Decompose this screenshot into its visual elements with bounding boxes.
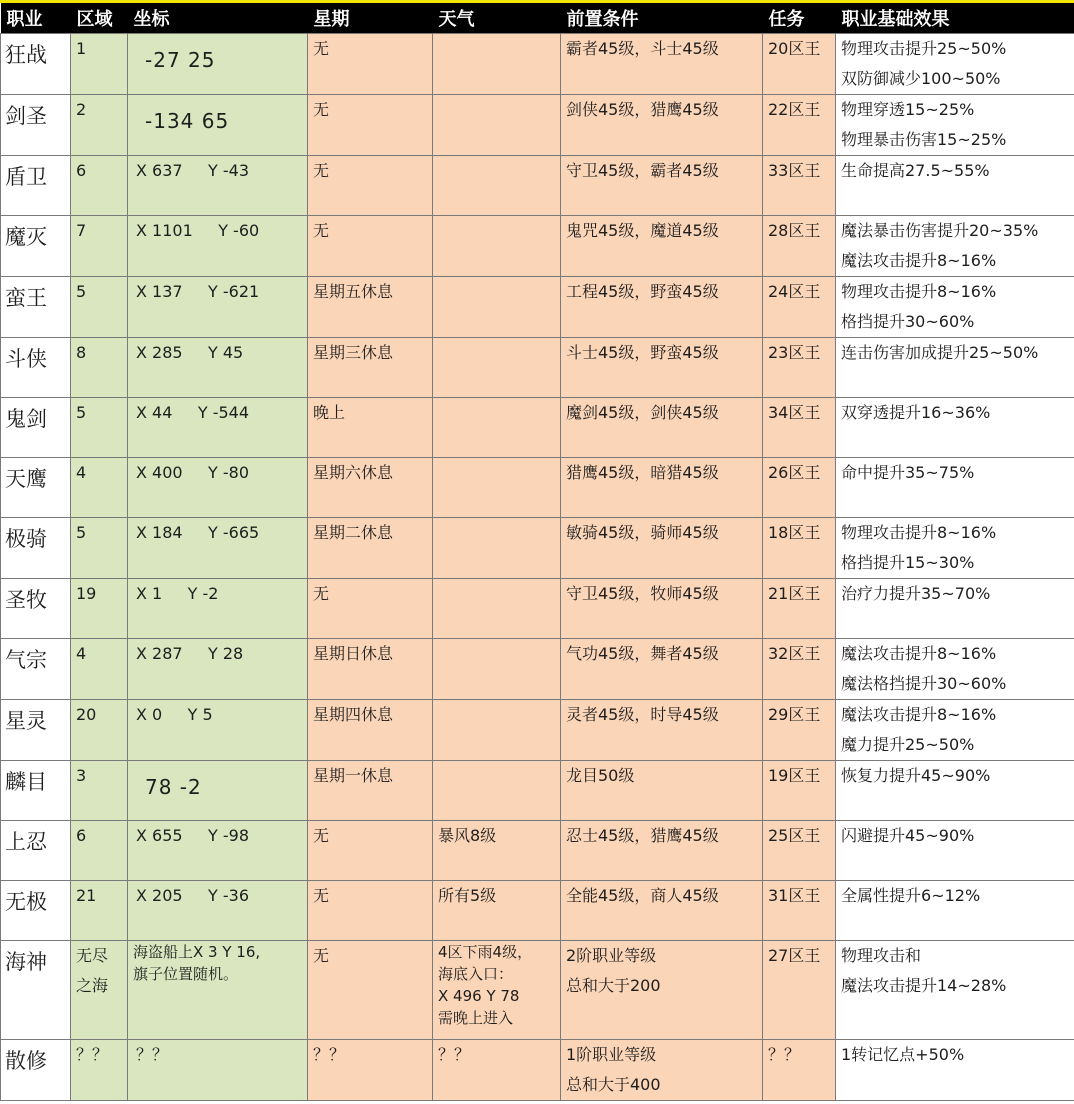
coords-cell xyxy=(128,941,308,1040)
zone-cell xyxy=(71,458,128,518)
quest-cell xyxy=(763,881,836,941)
zone-cell xyxy=(71,1040,128,1101)
zone-line: 5 xyxy=(76,403,87,422)
coords-cell xyxy=(128,338,308,398)
quest-value: 20区王 xyxy=(768,39,821,58)
quest-cell xyxy=(763,34,836,95)
zone-cell xyxy=(71,941,128,1040)
quest-cell xyxy=(763,639,836,700)
effect-line: 双穿透提升16~36% xyxy=(841,403,991,422)
job-cell: 狂战 xyxy=(1,34,71,95)
quest-value: 32区王 xyxy=(768,644,821,663)
weekday-cell xyxy=(308,277,433,338)
effect-line: 闪避提升45~90% xyxy=(841,826,975,845)
prereq-cell xyxy=(561,277,763,338)
prereq-line: 忍士45级，猎鹰45级 xyxy=(566,826,719,845)
prereq-line: 斗士45级，野蛮45级 xyxy=(566,343,719,362)
weather-cell xyxy=(433,881,561,941)
quest-cell xyxy=(763,1040,836,1101)
coords-value: X 285 Y 45 xyxy=(136,343,244,362)
weather-line: 海底入口： xyxy=(438,965,514,983)
quest-value: 18区王 xyxy=(768,523,821,542)
weekday-value: 星期三休息 xyxy=(313,343,394,362)
effect-line: 魔法攻击提升14~28% xyxy=(841,976,1007,995)
coords-cell xyxy=(128,1040,308,1101)
weather-cell xyxy=(433,95,561,156)
job-cell: 斗侠 xyxy=(1,338,71,398)
coords-value: ？？ xyxy=(136,1045,169,1064)
prereq-line: 龙目50级 xyxy=(566,766,635,785)
coords-cell xyxy=(128,34,308,95)
job-cell: 盾卫 xyxy=(1,156,71,216)
zone-line: ？？ xyxy=(76,1045,109,1064)
weather-cell xyxy=(433,700,561,761)
zone-line: 7 xyxy=(76,221,87,240)
effect-line: 命中提升35~75% xyxy=(841,463,975,482)
effect-line: 治疗力提升35~70% xyxy=(841,584,991,603)
prereq-cell xyxy=(561,95,763,156)
weekday-value: 无 xyxy=(313,39,330,58)
weekday-cell xyxy=(308,338,433,398)
effect-cell xyxy=(836,700,1074,761)
table-row xyxy=(1,639,1074,700)
quest-value: 31区王 xyxy=(768,886,821,905)
effect-line: 格挡提升30~60% xyxy=(841,312,975,331)
effect-line: 魔力提升25~50% xyxy=(841,735,975,754)
zone-cell xyxy=(71,277,128,338)
quest-value: 28区王 xyxy=(768,221,821,240)
weather-line: 4区下雨4级， xyxy=(438,943,533,961)
quest-value: 27区王 xyxy=(768,946,821,965)
weather-cell xyxy=(433,579,561,639)
effect-line: 魔法格挡提升30~60% xyxy=(841,674,1007,693)
prereq-cell xyxy=(561,639,763,700)
coords-value: X 287 Y 28 xyxy=(136,644,244,663)
header-row xyxy=(1,3,1074,34)
weekday-value: 星期二休息 xyxy=(313,523,394,542)
effect-line: 物理穿透15~25% xyxy=(841,100,975,119)
effect-cell xyxy=(836,277,1074,338)
coords-cell xyxy=(128,156,308,216)
weekday-value: 晚上 xyxy=(313,403,346,422)
zone-cell xyxy=(71,881,128,941)
zone-line: 5 xyxy=(76,523,87,542)
table-row xyxy=(1,700,1074,761)
table-body xyxy=(1,34,1074,1101)
table-row xyxy=(1,277,1074,338)
header-prereq: 前置条件 xyxy=(561,3,763,34)
prereq-line: 气功45级，舞者45级 xyxy=(566,644,719,663)
effect-cell xyxy=(836,398,1074,458)
quest-value: 19区王 xyxy=(768,766,821,785)
weekday-cell xyxy=(308,156,433,216)
prereq-line: 1阶职业等级 xyxy=(566,1045,657,1064)
prereq-cell xyxy=(561,518,763,579)
coords-cell xyxy=(128,761,308,821)
coords-value: X 137 Y -621 xyxy=(136,282,260,301)
prereq-cell xyxy=(561,941,763,1040)
zone-cell xyxy=(71,700,128,761)
zone-cell xyxy=(71,761,128,821)
job-cell: 无极 xyxy=(1,881,71,941)
job-cell: 极骑 xyxy=(1,518,71,579)
table-row xyxy=(1,518,1074,579)
prereq-cell xyxy=(561,338,763,398)
effect-line: 魔法攻击提升8~16% xyxy=(841,705,997,724)
weekday-value: ？？ xyxy=(313,1045,346,1064)
prereq-cell xyxy=(561,881,763,941)
effect-cell xyxy=(836,579,1074,639)
effect-line: 恢复力提升45~90% xyxy=(841,766,991,785)
coords-line: 海盗船上X 3 Y 16, xyxy=(133,943,261,961)
quest-value: 33区王 xyxy=(768,161,821,180)
quest-value: 22区王 xyxy=(768,100,821,119)
prereq-line: 魔剑45级，剑侠45级 xyxy=(566,403,719,422)
weekday-cell xyxy=(308,639,433,700)
header-weekday: 星期 xyxy=(308,3,433,34)
quest-cell xyxy=(763,821,836,881)
prereq-line: 总和大于400 xyxy=(566,1075,661,1094)
coords-value: X 205 Y -36 xyxy=(136,886,250,905)
coords-cell xyxy=(128,821,308,881)
weather-cell xyxy=(433,941,561,1040)
coords-value: X 1 Y -2 xyxy=(136,584,219,603)
zone-line: 6 xyxy=(76,826,87,845)
quest-value: 26区王 xyxy=(768,463,821,482)
quest-value: ？？ xyxy=(768,1045,801,1064)
zone-line: 2 xyxy=(76,100,87,119)
effect-line: 魔法攻击提升8~16% xyxy=(841,251,997,270)
zone-cell xyxy=(71,34,128,95)
weather-cell xyxy=(433,156,561,216)
quest-cell xyxy=(763,761,836,821)
prereq-cell xyxy=(561,398,763,458)
weather-cell xyxy=(433,1040,561,1101)
zone-cell xyxy=(71,579,128,639)
job-cell: 气宗 xyxy=(1,639,71,700)
prereq-cell xyxy=(561,216,763,277)
effect-line: 物理攻击提升8~16% xyxy=(841,523,997,542)
table-row xyxy=(1,761,1074,821)
effect-line: 全属性提升6~12% xyxy=(841,886,981,905)
effect-line: 双防御减少100~50% xyxy=(841,69,1001,88)
zone-line: 19 xyxy=(76,584,97,603)
table-row xyxy=(1,34,1074,95)
job-cell: 天鹰 xyxy=(1,458,71,518)
quest-value: 21区王 xyxy=(768,584,821,603)
effect-cell xyxy=(836,821,1074,881)
weekday-cell xyxy=(308,95,433,156)
effect-cell xyxy=(836,881,1074,941)
quest-value: 34区王 xyxy=(768,403,821,422)
table-row xyxy=(1,398,1074,458)
weekday-cell xyxy=(308,518,433,579)
effect-line: 魔法暴击伤害提升20~35% xyxy=(841,221,1039,240)
prereq-line: 工程45级，野蛮45级 xyxy=(566,282,719,301)
table-row xyxy=(1,458,1074,518)
table-row xyxy=(1,156,1074,216)
table-row xyxy=(1,95,1074,156)
zone-line: 6 xyxy=(76,161,87,180)
zone-cell xyxy=(71,639,128,700)
effect-cell xyxy=(836,95,1074,156)
quest-cell xyxy=(763,95,836,156)
effect-cell xyxy=(836,1040,1074,1101)
zone-cell xyxy=(71,398,128,458)
weather-cell xyxy=(433,458,561,518)
quest-cell xyxy=(763,156,836,216)
weather-cell xyxy=(433,34,561,95)
prereq-line: 守卫45级，牧师45级 xyxy=(566,584,719,603)
weather-line: X 496 Y 78 xyxy=(438,987,520,1005)
effect-cell xyxy=(836,761,1074,821)
coords-cell xyxy=(128,518,308,579)
weekday-cell xyxy=(308,941,433,1040)
job-cell: 蛮王 xyxy=(1,277,71,338)
zone-cell xyxy=(71,216,128,277)
coords-cell xyxy=(128,216,308,277)
prereq-line: 霸者45级，斗士45级 xyxy=(566,39,719,58)
quest-value: 23区王 xyxy=(768,343,821,362)
weekday-value: 无 xyxy=(313,221,330,240)
header-coords: 坐标 xyxy=(128,3,308,34)
coords-cell xyxy=(128,700,308,761)
effect-line: 物理攻击提升8~16% xyxy=(841,282,997,301)
job-cell: 散修 xyxy=(1,1040,71,1101)
coords-cell xyxy=(128,458,308,518)
table-row xyxy=(1,1040,1074,1101)
prereq-line: 鬼咒45级，魔道45级 xyxy=(566,221,719,240)
header-weather: 天气 xyxy=(433,3,561,34)
table-row xyxy=(1,881,1074,941)
zone-cell xyxy=(71,95,128,156)
zone-line: 21 xyxy=(76,886,97,905)
prereq-cell xyxy=(561,1040,763,1101)
quest-cell xyxy=(763,277,836,338)
prereq-line: 灵者45级，时导45级 xyxy=(566,705,719,724)
job-cell: 圣牧 xyxy=(1,579,71,639)
effect-cell xyxy=(836,338,1074,398)
prereq-cell xyxy=(561,156,763,216)
table-row xyxy=(1,216,1074,277)
quest-cell xyxy=(763,941,836,1040)
coords-cell xyxy=(128,881,308,941)
quest-value: 24区王 xyxy=(768,282,821,301)
zone-cell xyxy=(71,156,128,216)
effect-cell xyxy=(836,941,1074,1040)
table-row xyxy=(1,941,1074,1040)
class-table xyxy=(0,3,1074,1101)
effect-line: 1转记忆点+50% xyxy=(841,1045,965,1064)
weekday-value: 无 xyxy=(313,826,330,845)
zone-line: 5 xyxy=(76,282,87,301)
prereq-cell xyxy=(561,761,763,821)
quest-cell xyxy=(763,398,836,458)
job-cell: 剑圣 xyxy=(1,95,71,156)
coords-value: X 44 Y -544 xyxy=(136,403,250,422)
table-row xyxy=(1,579,1074,639)
effect-line: 物理暴击伤害15~25% xyxy=(841,130,1007,149)
weekday-value: 无 xyxy=(313,584,330,603)
weekday-cell xyxy=(308,700,433,761)
weekday-cell xyxy=(308,761,433,821)
quest-cell xyxy=(763,458,836,518)
prereq-cell xyxy=(561,34,763,95)
coords-cell xyxy=(128,579,308,639)
zone-line: 之海 xyxy=(76,976,109,995)
job-cell: 海神 xyxy=(1,941,71,1040)
header-effect: 职业基础效果 xyxy=(836,3,1074,34)
weekday-value: 星期一休息 xyxy=(313,766,394,785)
coords-value: X 184 Y -665 xyxy=(136,523,260,542)
zone-line: 4 xyxy=(76,644,87,663)
quest-cell xyxy=(763,338,836,398)
coords-cell xyxy=(128,398,308,458)
job-cell: 魔灭 xyxy=(1,216,71,277)
prereq-line: 全能45级，商人45级 xyxy=(566,886,719,905)
prereq-line: 敏骑45级，骑师45级 xyxy=(566,523,719,542)
prereq-line: 总和大于200 xyxy=(566,976,661,995)
effect-cell xyxy=(836,34,1074,95)
weekday-value: 星期四休息 xyxy=(313,705,394,724)
quest-cell xyxy=(763,579,836,639)
prereq-cell xyxy=(561,700,763,761)
zone-line: 20 xyxy=(76,705,97,724)
weekday-cell xyxy=(308,34,433,95)
coords-value: X 400 Y -80 xyxy=(136,463,250,482)
effect-line: 生命提高27.5~55% xyxy=(841,161,990,180)
prereq-line: 剑侠45级，猎鹰45级 xyxy=(566,100,719,119)
coords-value: X 637 Y -43 xyxy=(136,161,250,180)
coords-value: 78 -2 xyxy=(145,775,202,799)
zone-line: 3 xyxy=(76,766,87,785)
effect-cell xyxy=(836,639,1074,700)
effect-cell xyxy=(836,156,1074,216)
job-cell: 上忍 xyxy=(1,821,71,881)
table-row xyxy=(1,821,1074,881)
prereq-line: 2阶职业等级 xyxy=(566,946,657,965)
job-cell: 鬼剑 xyxy=(1,398,71,458)
weather-cell xyxy=(433,761,561,821)
header-job: 职业 xyxy=(1,3,71,34)
coords-value: -134 65 xyxy=(145,109,230,133)
coords-value: X 0 Y 5 xyxy=(136,705,213,724)
weather-line: 需晚上进入 xyxy=(438,1009,514,1027)
weather-cell xyxy=(433,398,561,458)
coords-cell xyxy=(128,639,308,700)
effect-line: 格挡提升15~30% xyxy=(841,553,975,572)
quest-cell xyxy=(763,216,836,277)
weekday-value: 无 xyxy=(313,946,330,965)
coords-value: X 1101 Y -60 xyxy=(136,221,260,240)
prereq-line: 守卫45级，霸者45级 xyxy=(566,161,719,180)
quest-value: 25区王 xyxy=(768,826,821,845)
effect-line: 物理攻击和 xyxy=(841,946,922,965)
quest-cell xyxy=(763,518,836,579)
weekday-value: 星期六休息 xyxy=(313,463,394,482)
quest-value: 29区王 xyxy=(768,705,821,724)
zone-line: 4 xyxy=(76,463,87,482)
weather-line: ？？ xyxy=(438,1045,471,1064)
header-quest: 任务 xyxy=(763,3,836,34)
zone-cell xyxy=(71,338,128,398)
weather-cell xyxy=(433,518,561,579)
effect-cell xyxy=(836,216,1074,277)
coords-cell xyxy=(128,277,308,338)
coords-value: X 655 Y -98 xyxy=(136,826,250,845)
weekday-cell xyxy=(308,579,433,639)
weather-line: 所有5级 xyxy=(438,886,497,905)
prereq-cell xyxy=(561,458,763,518)
coords-value: -27 25 xyxy=(145,48,216,72)
weekday-cell xyxy=(308,216,433,277)
weekday-value: 星期五休息 xyxy=(313,282,394,301)
coords-cell xyxy=(128,95,308,156)
zone-cell xyxy=(71,518,128,579)
table-row xyxy=(1,338,1074,398)
prereq-cell xyxy=(561,579,763,639)
prereq-cell xyxy=(561,821,763,881)
zone-cell xyxy=(71,821,128,881)
effect-line: 魔法攻击提升8~16% xyxy=(841,644,997,663)
weather-cell xyxy=(433,277,561,338)
weather-cell xyxy=(433,338,561,398)
effect-line: 连击伤害加成提升25~50% xyxy=(841,343,1039,362)
quest-cell xyxy=(763,700,836,761)
header-zone: 区域 xyxy=(71,3,128,34)
zone-line: 无尽 xyxy=(76,946,109,965)
weekday-value: 无 xyxy=(313,100,330,119)
weekday-value: 无 xyxy=(313,886,330,905)
weekday-cell xyxy=(308,458,433,518)
weather-cell xyxy=(433,821,561,881)
job-cell: 麟目 xyxy=(1,761,71,821)
weekday-cell xyxy=(308,881,433,941)
weekday-value: 无 xyxy=(313,161,330,180)
effect-cell xyxy=(836,458,1074,518)
effect-cell xyxy=(836,518,1074,579)
weather-cell xyxy=(433,639,561,700)
prereq-line: 猎鹰45级，暗猎45级 xyxy=(566,463,719,482)
weather-cell xyxy=(433,216,561,277)
weekday-value: 星期日休息 xyxy=(313,644,394,663)
weather-line: 暴风8级 xyxy=(438,826,497,845)
weekday-cell xyxy=(308,398,433,458)
job-cell: 星灵 xyxy=(1,700,71,761)
weekday-cell xyxy=(308,821,433,881)
weekday-cell xyxy=(308,1040,433,1101)
zone-line: 1 xyxy=(76,39,87,58)
coords-line: 旗子位置随机。 xyxy=(133,965,239,983)
effect-line: 物理攻击提升25~50% xyxy=(841,39,1007,58)
zone-line: 8 xyxy=(76,343,87,362)
